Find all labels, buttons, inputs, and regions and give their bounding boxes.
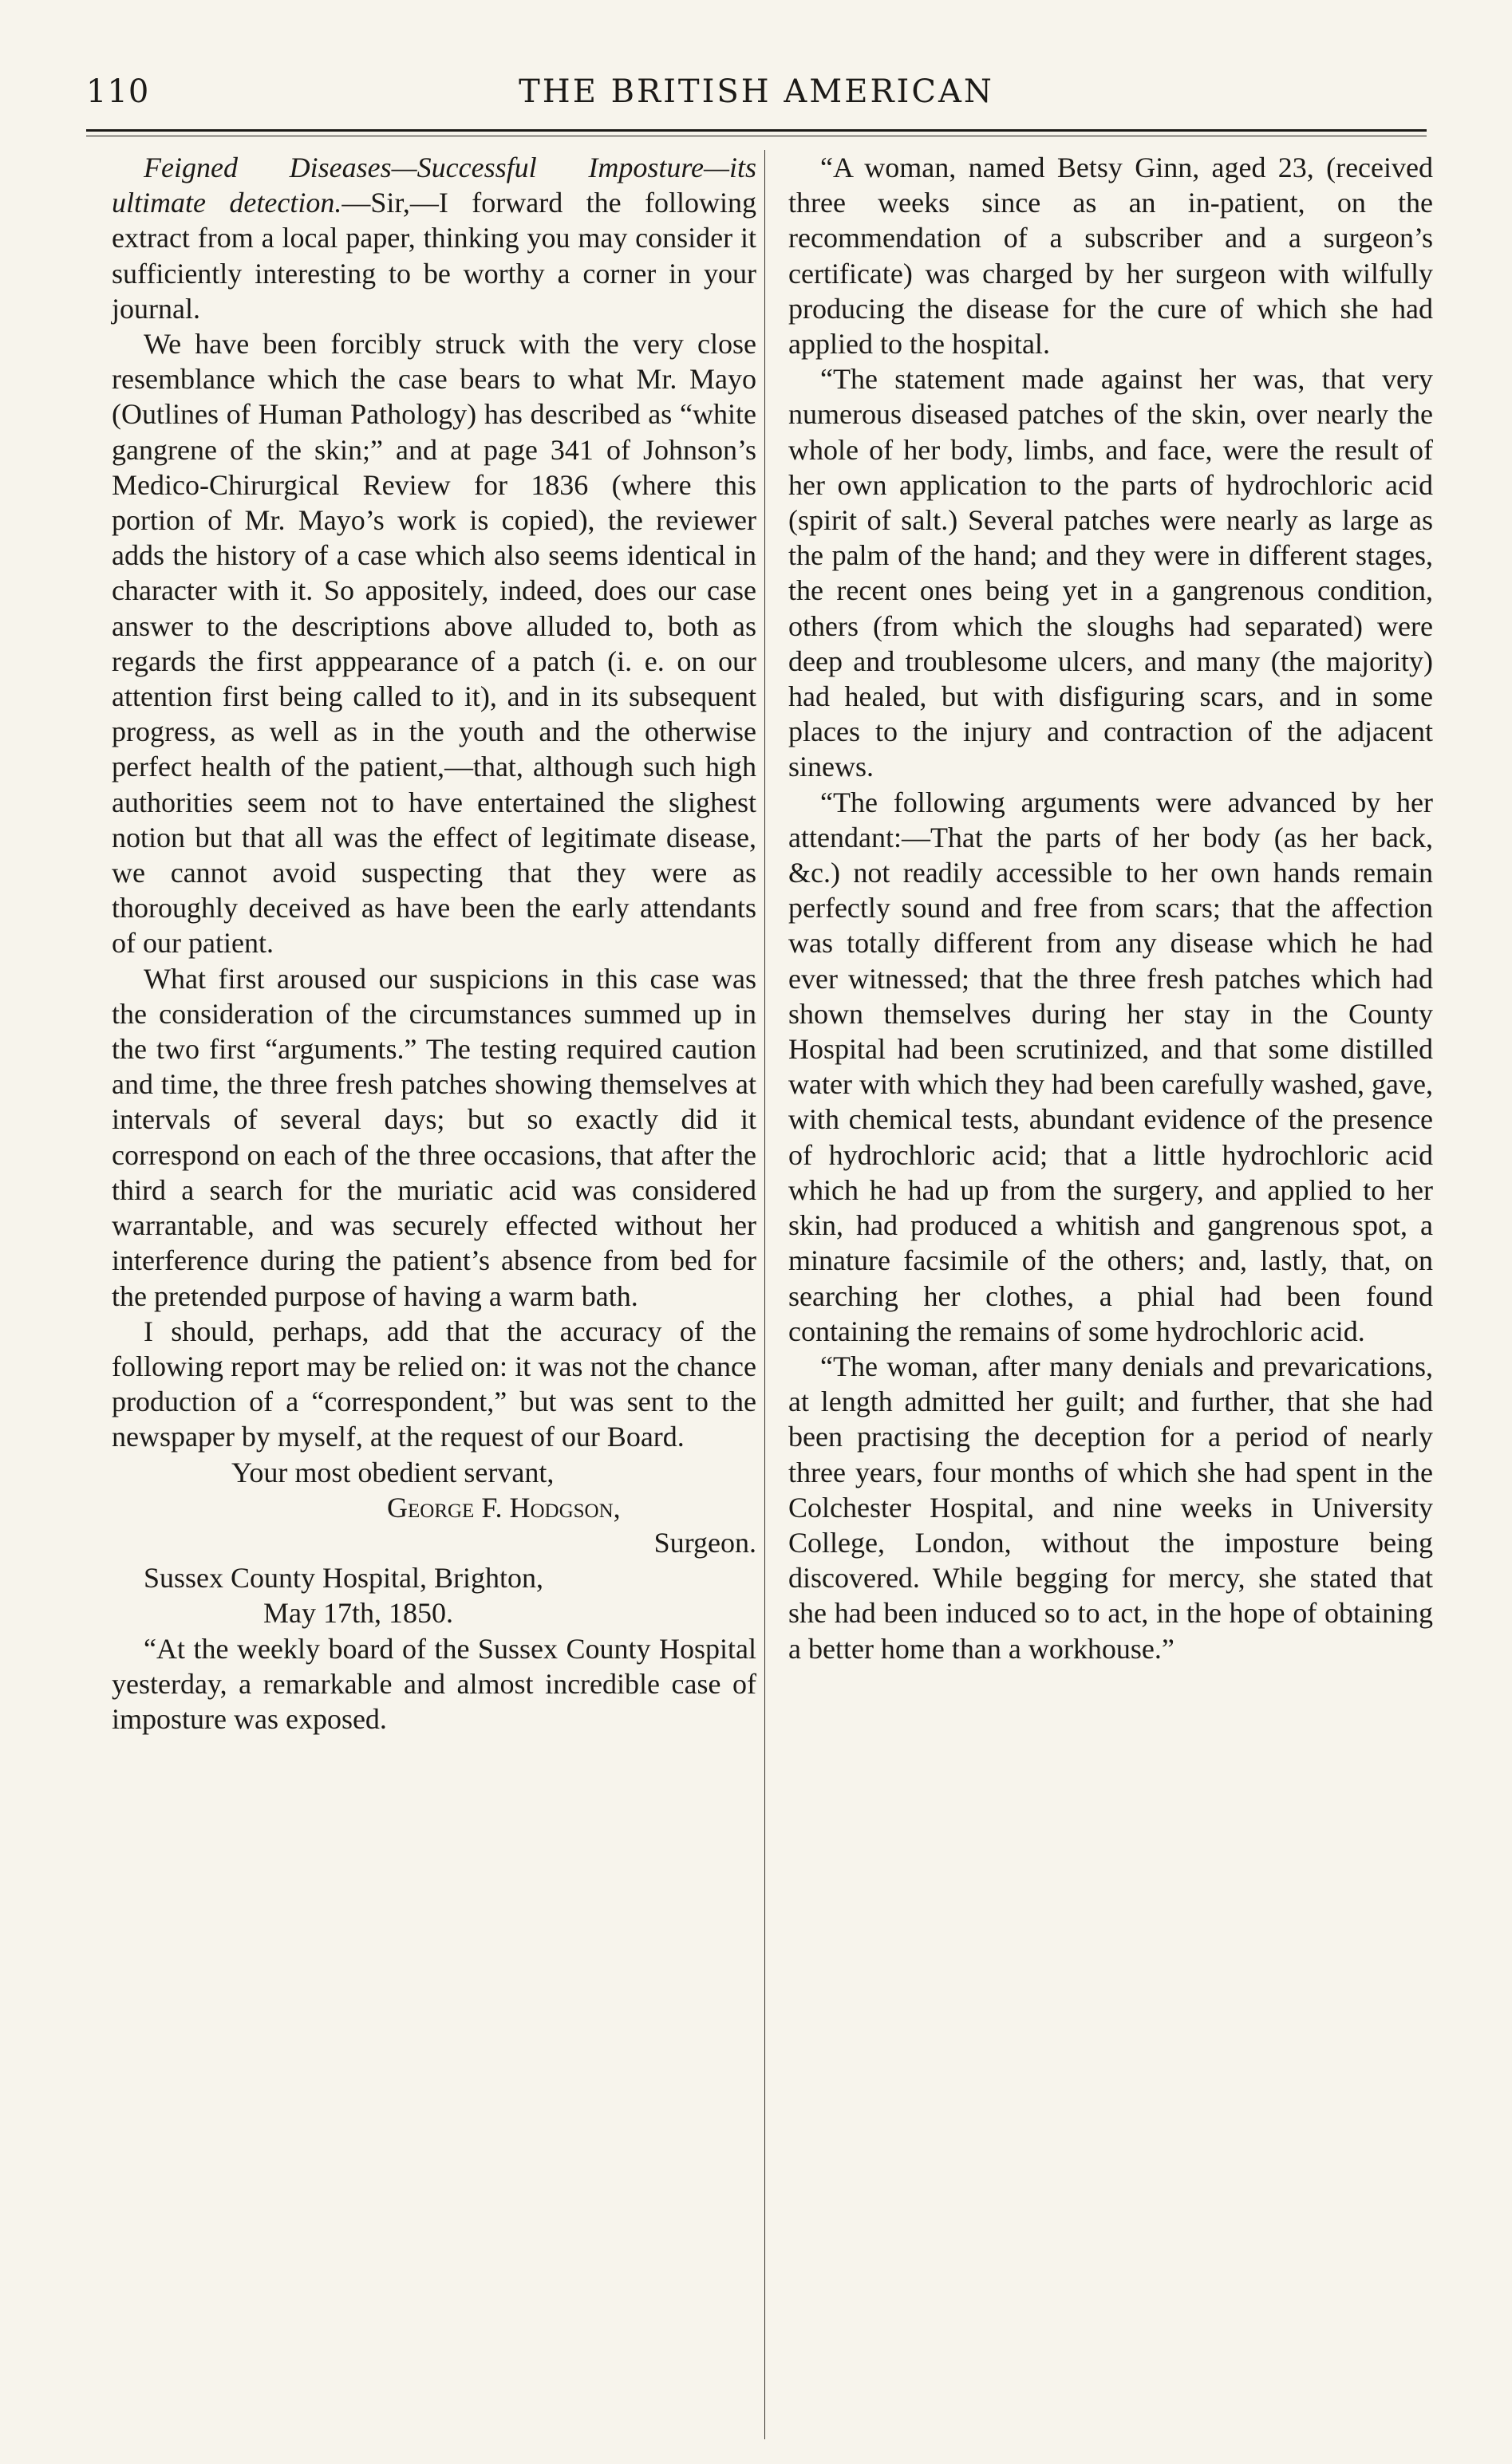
letter-intro: —Sir,—I forward the following extract from a local paper, thinking you may consider it sufficiently interesting to be worthy a corner in your journal.	[112, 187, 756, 325]
paragraph: I should, perhaps, add that the accuracy of the following report may be relied on: it was not the chance production of a “correspondent,” but was sent to the newspaper by myself, at the request of our Board.	[112, 1315, 756, 1453]
journal-title: THE BRITISH AMERICAN	[519, 73, 994, 110]
left-column	[112, 150, 756, 1737]
header-rule	[86, 129, 1427, 132]
paragraph: “The woman, after many denials and prevarications, at length admitted her guilt; and further, that she had been practising the deception for a period of nearly three years, four months of which she had spent in the Colchester Hospital, and nine weeks in University College, London, without the imposture being discovered. While begging for mercy, she stated that she had been induced so to act, in the hope of obtaining a better home than a workhouse.”	[788, 1350, 1433, 1665]
paragraph: “The statement made against her was, that very numerous diseased patches of the skin, over nearly the whole of her body, limbs, and face, were the result of her own application to the parts of hydrochloric acid (spirit of salt.) Several patches were nearly as large as the palm of the hand; and they were in different stages, the recent ones being yet in a gangrenous condition, others (from which the sloughs had separated) were deep and troublesome ulcers, and many (the majority) had healed, but with disfiguring scars, and in some places to the injury and contraction of the adjacent sinews.	[788, 363, 1433, 783]
page-number: 110	[86, 73, 150, 110]
article-heading: Feigned Diseases—Successful Imposture—its ultimate detection.	[112, 152, 756, 219]
paragraph: What first aroused our suspicions in this case was the consideration of the circumstances summed up in the two first “arguments.” The testing required caution and time, the three fresh patches showing themselves at intervals of several days; but so exactly did it correspond on each of the three occasions, that after the third a search for the muriatic acid was considered warrantable, and was securely effected without her interference during the patient’s absence from bed for the pretended purpose of having a warm bath.	[112, 962, 756, 1312]
signature-title: Surgeon.	[653, 1526, 756, 1559]
paragraph: “At the weekly board of the Sussex County Hospital yesterday, a remarkable and almost incredible case of imposture was exposed.	[112, 1632, 756, 1735]
signature-name: George F. Hodgson,	[387, 1491, 621, 1524]
letter-date: May 17th, 1850.	[263, 1597, 453, 1630]
article-opening	[112, 150, 756, 326]
paragraph: We have been forcibly struck with the very close resemblance which the case bears to what Mr. Mayo (Outlines of Human Pathology) has described as “white gangrene of the skin;” and at page 341 of Johnson’s Medico-Chirurgical Review for 1836 (where this portion of Mr. Mayo’s work is copied), the reviewer adds the history of a case which also seems identical in character with it. So appositely, indeed, does our case answer to the descriptions above alluded to, both as regards the first apppearance of a patch (i. e. on our attention first being called to it), and in its subsequent progress, as well as in the youth and the otherwise perfect health of the patient,—that, although such high authorities seem not to have entertained the slighest notion but that all was the effect of legitimate disease, we cannot avoid suspecting that they were as thoroughly deceived as have been the early attendants of our patient.	[112, 328, 756, 960]
right-column	[788, 150, 1433, 1666]
paragraph: “A woman, named Betsy Ginn, aged 23, (received three weeks since as an in-patient, on the recommendation of a subscriber and a surgeon’s certificate) was charged by her surgeon with wilfully producing the disease for the cure of which she had applied to the hospital.	[788, 152, 1433, 361]
letter-place: Sussex County Hospital, Brighton,	[144, 1562, 544, 1595]
running-head	[86, 73, 1427, 123]
column-divider	[764, 150, 765, 2439]
paragraph: “The following arguments were advanced by her attendant:—That the parts of her body (as her back, &c.) not readily accessible to her own hands remain perfectly sound and free from scars; that the affection was totally different from any disease which he had ever witnessed; that the three fresh patches which had shown themselves during her stay in the County Hospital had been scrutinized, and that some distilled water with which they had been carefully washed, gave, with chemical tests, abundant evidence of the presence of hydrochloric acid; that a little hydrochloric acid which he had up from the surgery, and applied to her skin, had produced a whitish and gangrenous spot, a minature facsimile of the others; and, lastly, that, on searching her clothes, a phial had been found containing the remains of some hydrochloric acid.	[788, 786, 1433, 1347]
letter-closing: Your most obedient servant,	[231, 1456, 555, 1488]
